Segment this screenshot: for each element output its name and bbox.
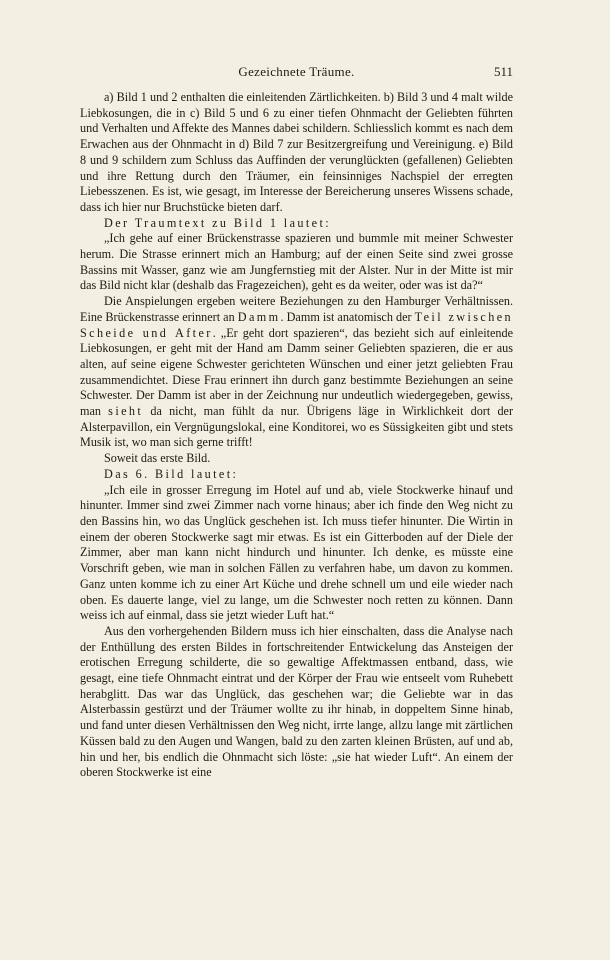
body-text [80,90,513,781]
paragraph [80,231,513,294]
text-run: . „Er geht dort spazieren“, das bezieht sich auf einleitende Liebkosungen, er geht mit der Hand am Damm seiner Geliebten spazieren, die er aus alten, auf seine eigene Schwester gerichteten Wünschen und einer jetzt geliebten Frau zusammendichtet. Diese Frau erinnert ihn durch ganz bestimmte Beziehungen an seine Schwester. Der Damm ist aber in der Zeichnung nur undeutlich wiedergegeben, gewiss, man [80,325,513,419]
text-run: Die Anspielungen ergeben weitere Beziehungen zu den Hamburger Verhältnissen. Eine Brückenstrasse erinnert an [80,294,513,324]
spaced-emphasis: Der Traumtext zu Bild 1 lautet: [104,215,332,230]
spaced-emphasis: Das 6. Bild lautet: [104,466,239,481]
text-run: Soweit das erste Bild. [104,451,211,466]
paragraph [80,216,513,232]
spaced-emphasis: sieht [108,404,144,419]
paragraph [80,90,513,216]
text-run: da nicht, man fühlt da nur. Übrigens läge in Wirklichkeit dort der Alsterpavillon, ein Vergnügungslokal, eine Konditorei, wo es Süssigkeiten gibt und stets Musik ist, wo man sich gerne trifft! [80,404,514,450]
text-run: . Damm ist anatomisch der [280,309,415,324]
paragraph [80,451,513,467]
text-run: „Ich eile in grosser Erregung im Hotel auf und ab, viele Stockwerke hinauf und hinunter. Immer sind zwei Zimmer nach vorne hinaus; aber ich finde den Weg nicht zu den Bassins hin, wo das Unglück geschehen ist. Ich muss tiefer hinunter. Die Wirtin in einem der oberen Stockwerke sagt mir etwas. Es ist ein Gitterboden auf der Diele der Zimmer, aber man kann nicht hindurch und hinunter. Ich denke, es müsste eine Vorschrift geben, wie man in solchen Fällen zu verfahren habe, um davon zu kommen. Ganz unten komme ich zu einer Art Küche und drehe schnell um und eile wieder nach oben. Es dauerte lange, viel zu lange, um die Schwester noch retten zu können. Dann weiss ich auf einmal, dass sie jetzt wieder Luft hat.“ [80,482,513,623]
paragraph [80,624,513,781]
running-title: Gezeichnete Träume. [238,64,355,79]
spaced-emphasis: Teil zwischen Scheide und After [80,309,514,340]
paragraph [80,294,513,451]
spaced-emphasis: Damm [237,309,281,324]
text-run: Aus den vorhergehenden Bildern muss ich hier einschalten, dass die Analyse nach der Enthüllung des ersten Bildes in fortschreitender Entwickelung das Ansteigen der erotischen Erregung schilderte, die so gewaltige Affektmassen entband, dass, wie gesagt, eine tiefe Ohnmacht eintrat und der Körper der Frau wie entseelt vom Ruhebett herabglitt. Das war das Unglück, das geschehen war; die Geliebte war in das Alsterbassin gestürzt und der Träumer wollte zu ihr hinab, in doppeltem Sinne hinab, und fand unter diesen Verhältnissen den Weg nicht, irrte lange, allzu lange mit zärtlichen Küssen bald zu den Augen und Wangen, bald zu den zarten kleinen Brüsten, auf und ab, hin und her, bis endlich die Ohnmacht sich löste: „sie hat wieder Luft“. An einem der oberen Stockwerke ist eine [80,623,513,780]
paragraph [80,483,513,624]
running-header [80,64,513,82]
text-run: a) Bild 1 und 2 enthalten die einleitenden Zärtlichkeiten. b) Bild 3 und 4 malt wilde Liebkosungen, die in c) Bild 5 und 6 zu einer tiefen Ohnmacht der Geliebten führten und Verhalten und Affekte des Mannes dabei schildern. Schliesslich kommt es nach dem Erwachen aus der Ohnmacht in d) Bild 7 zur Besitzergreifung und Vereinigung. e) Bild 8 und 9 schildern zum Schluss das Auffinden der verunglückten (gefallenen) Geliebten und ihre Rettung durch den Träumer, ein feinsinniges Nachspiel der erregten Liebesszenen. Es ist, wie gesagt, im Interesse der Bereicherung unseres Wissens schade, dass ich hier nur Bruchstücke bieten darf. [80,90,513,214]
page-number: 511 [493,64,513,79]
text-run: „Ich gehe auf einer Brückenstrasse spazieren und bummle mit meiner Schwester herum. Die Strasse erinnert mich an Hamburg; auf der einen Seite sind zwei grosse Bassins mit Wasser, ganz wie am Jungfernstieg mit der Alster. Nur in der Mitte ist mir das Bild nicht klar (deshalb das Fragezeichen), geht es da weiter, oder was ist da?“ [80,231,513,293]
paragraph [80,467,513,483]
